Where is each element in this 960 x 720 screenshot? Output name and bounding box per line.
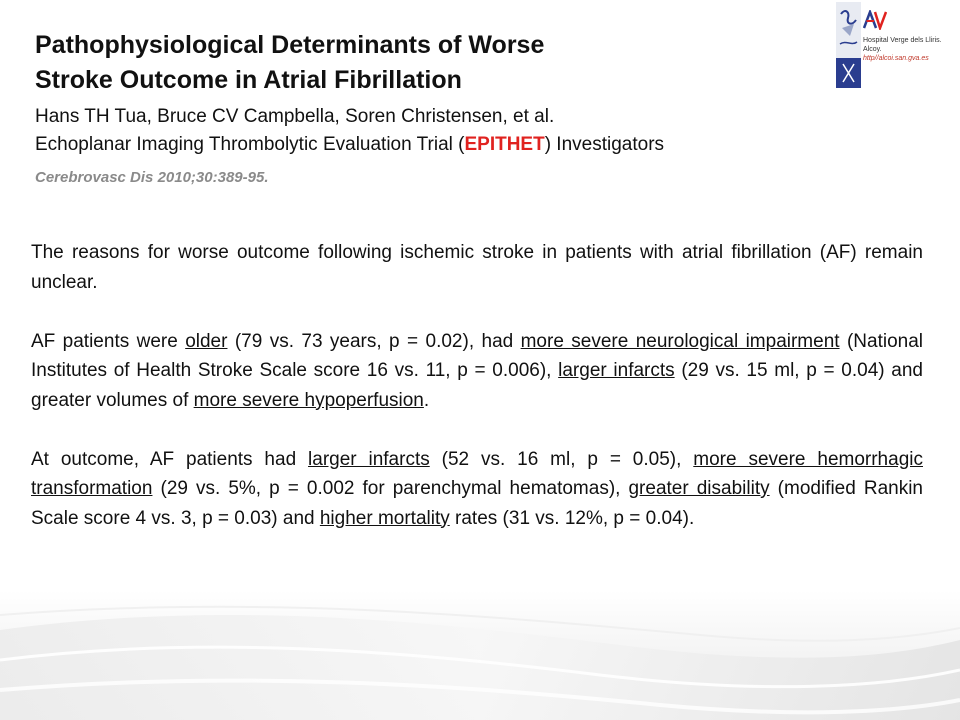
hospital-logo-icon: [836, 2, 861, 88]
text-run: .: [423, 389, 430, 411]
trial-text-after: ) Investigators: [544, 134, 665, 155]
text-run: (52 vs. 16 ml, p = 0.05),: [429, 448, 694, 470]
authors: Hans TH Tua, Bruce CV Campbella, Soren Christensen, et al.: [35, 106, 555, 127]
underlined-term: greater disability: [628, 478, 770, 499]
underlined-term: larger infarcts: [308, 448, 430, 470]
citation: Cerebrovasc Dis 2010;30:389-95.: [35, 169, 269, 186]
title-line-1: Pathophysiological Determinants of Worse: [35, 31, 545, 59]
slide-body: [31, 238, 923, 533]
text-run: (79 vs. 73 years, p = 0.02), had: [227, 330, 521, 352]
underlined-term: larger infarcts: [558, 360, 675, 381]
background-swoosh: [0, 590, 960, 720]
hospital-name: Hospital Verge dels Lliris.: [863, 37, 942, 44]
trial-name: [35, 131, 664, 159]
hospital-city: Alcoy.: [863, 46, 882, 53]
text-run: rates (31 vs. 12%, p = 0.04).: [449, 507, 695, 529]
trial-text-before: Echoplanar Imaging Thrombolytic Evaluation Trial (: [35, 134, 465, 155]
title-line-2: Stroke Outcome in Atrial Fibrillation: [35, 66, 462, 94]
underlined-term: more severe hypoperfusion: [193, 389, 424, 411]
trial-acronym: EPITHET: [464, 134, 545, 155]
underlined-term: more severe neurological impairment: [520, 330, 840, 352]
hospital-info: [863, 36, 942, 63]
slide-title: [35, 28, 815, 98]
text-run: (29 vs. 15 ml, p = 0.04) and greater volumes of: [31, 360, 923, 411]
underlined-term: more severe hemorrhagic transformation: [31, 448, 923, 499]
av-logo-icon: [863, 10, 887, 30]
text-run: (modified Rankin Scale score 4 vs. 3, p = 0.03) and: [31, 478, 923, 529]
text-run: At outcome, AF patients had: [31, 448, 309, 470]
text-run: (29 vs. 5%, p = 0.002 for parenchymal hematomas),: [152, 478, 629, 499]
underlined-term: older: [185, 330, 228, 352]
paragraph-intro: The reasons for worse outcome following ischemic stroke in patients with atrial fibrillation (AF) remain unclear.: [31, 242, 923, 293]
underlined-term: higher mortality: [319, 507, 450, 529]
hospital-url: http//alcoi.san.gva.es: [863, 55, 929, 62]
paragraph-outcome: [31, 445, 923, 534]
text-run: (National Institutes of Health Stroke Scale score 16 vs. 11, p = 0.006),: [31, 330, 923, 381]
text-run: AF patients were: [31, 330, 186, 352]
paragraph-baseline: [31, 327, 923, 416]
